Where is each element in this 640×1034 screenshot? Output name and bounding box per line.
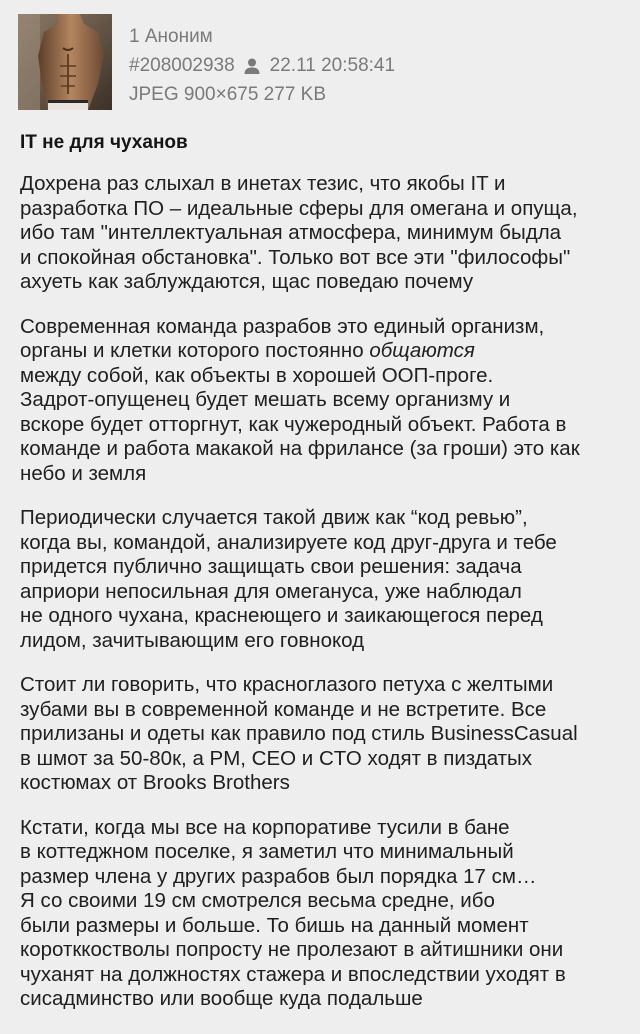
post-datetime: 22.11 20:58:41 xyxy=(269,55,396,76)
thumbnail-photo-icon xyxy=(18,14,112,110)
text-line: ибо там "интеллектуальная атмосфера, минимум быдла xyxy=(20,221,562,244)
text-line: придется публично защищать свои решения: задача xyxy=(20,555,522,578)
author-row xyxy=(129,22,395,51)
text-line: Кстати, когда мы все на корпоративе тусили в бане xyxy=(20,815,510,839)
text-line: Дохрена раз слыхал в инетах тезис, что якобы IT и xyxy=(20,172,506,195)
text-line: команде и работа макакой на фрилансе (за гроши) это как xyxy=(20,437,580,460)
emphasized-word: общаются xyxy=(369,339,475,362)
paragraph-2 xyxy=(20,315,630,487)
text-line: Периодически случается такой движ как “код ревью”, xyxy=(20,506,528,529)
text-line: Современная команда разрабов это единый организм, xyxy=(20,314,545,338)
text-line: коротккостволы попросту не пролезают в айтишники они xyxy=(20,938,564,961)
text-line: и спокойная обстановка". Только вот все эти "философы" xyxy=(20,245,571,269)
text-line: разработка ПО – идеальные сферы для омегана и опуща, xyxy=(20,196,578,220)
text-line: априори непосильная для омегануса, уже наблюдал xyxy=(20,579,522,603)
text-line: в коттеджном поселке, я заметил что минимальный xyxy=(20,840,514,863)
paragraph-4 xyxy=(20,673,630,796)
text-line: лидом, зачитывающим его говнокод xyxy=(20,628,365,652)
post-image-thumbnail[interactable] xyxy=(18,14,112,110)
paragraph-3 xyxy=(20,506,630,653)
post-info-row xyxy=(129,51,395,80)
post-title: IT не для чуханов xyxy=(20,132,188,153)
post-meta xyxy=(129,22,395,109)
text-line: не одного чухана, краснеющего и заикающегося перед xyxy=(20,604,543,627)
author-name[interactable]: 1 Аноним xyxy=(129,26,213,47)
file-info[interactable]: JPEG 900×675 277 KB xyxy=(129,84,327,105)
text-line: в шмот за 50-80к, а PM, CEO и CTO ходят в пиздатых xyxy=(20,746,533,770)
text-fragment: органы и клетки которого постоянно xyxy=(20,339,370,362)
text-line: прилизаны и одеты как правило под стиль BusinessCasual xyxy=(20,722,578,745)
text-line: Задрот-опущенец будет мешать всему организму и xyxy=(20,388,511,411)
text-line: небо и земля xyxy=(20,461,147,485)
person-icon xyxy=(243,57,261,75)
post-number[interactable]: #208002938 xyxy=(129,55,235,76)
text-line: костюмах от Brooks Brothers xyxy=(20,771,290,794)
post-body xyxy=(20,172,630,1032)
text-line: ахуеть как заблуждаются, щас поведаю почему xyxy=(20,270,474,293)
text-line: чуханят на должностях стажера и впоследствии уходят в xyxy=(20,962,566,986)
text-line: зубами вы в современной команде и не встретите. Все xyxy=(20,697,547,721)
text-line: между собой, как объекты в хорошей ООП-проге. xyxy=(20,363,494,387)
text-line-with-emphasis xyxy=(20,339,630,364)
paragraph-1 xyxy=(20,172,630,295)
text-line: сисадминство или вообще куда подальше xyxy=(20,987,423,1010)
file-info-row xyxy=(129,80,395,109)
text-line: размер члена у других разрабов был порядка 17 см… xyxy=(20,864,537,888)
paragraph-5 xyxy=(20,816,630,1012)
text-line: Я со своими 19 см смотрелся весьма средне, ибо xyxy=(20,889,495,912)
text-line: вскоре будет отторгнут, как чужеродный объект. Работа в xyxy=(20,412,567,436)
text-line: Стоит ли говорить, что красноглазого петуха с желтыми xyxy=(20,673,554,696)
text-line: были размеры и больше. То бишь на данный момент xyxy=(20,913,529,937)
text-line: когда вы, командой, анализируете код друг-друга и тебе xyxy=(20,530,557,554)
